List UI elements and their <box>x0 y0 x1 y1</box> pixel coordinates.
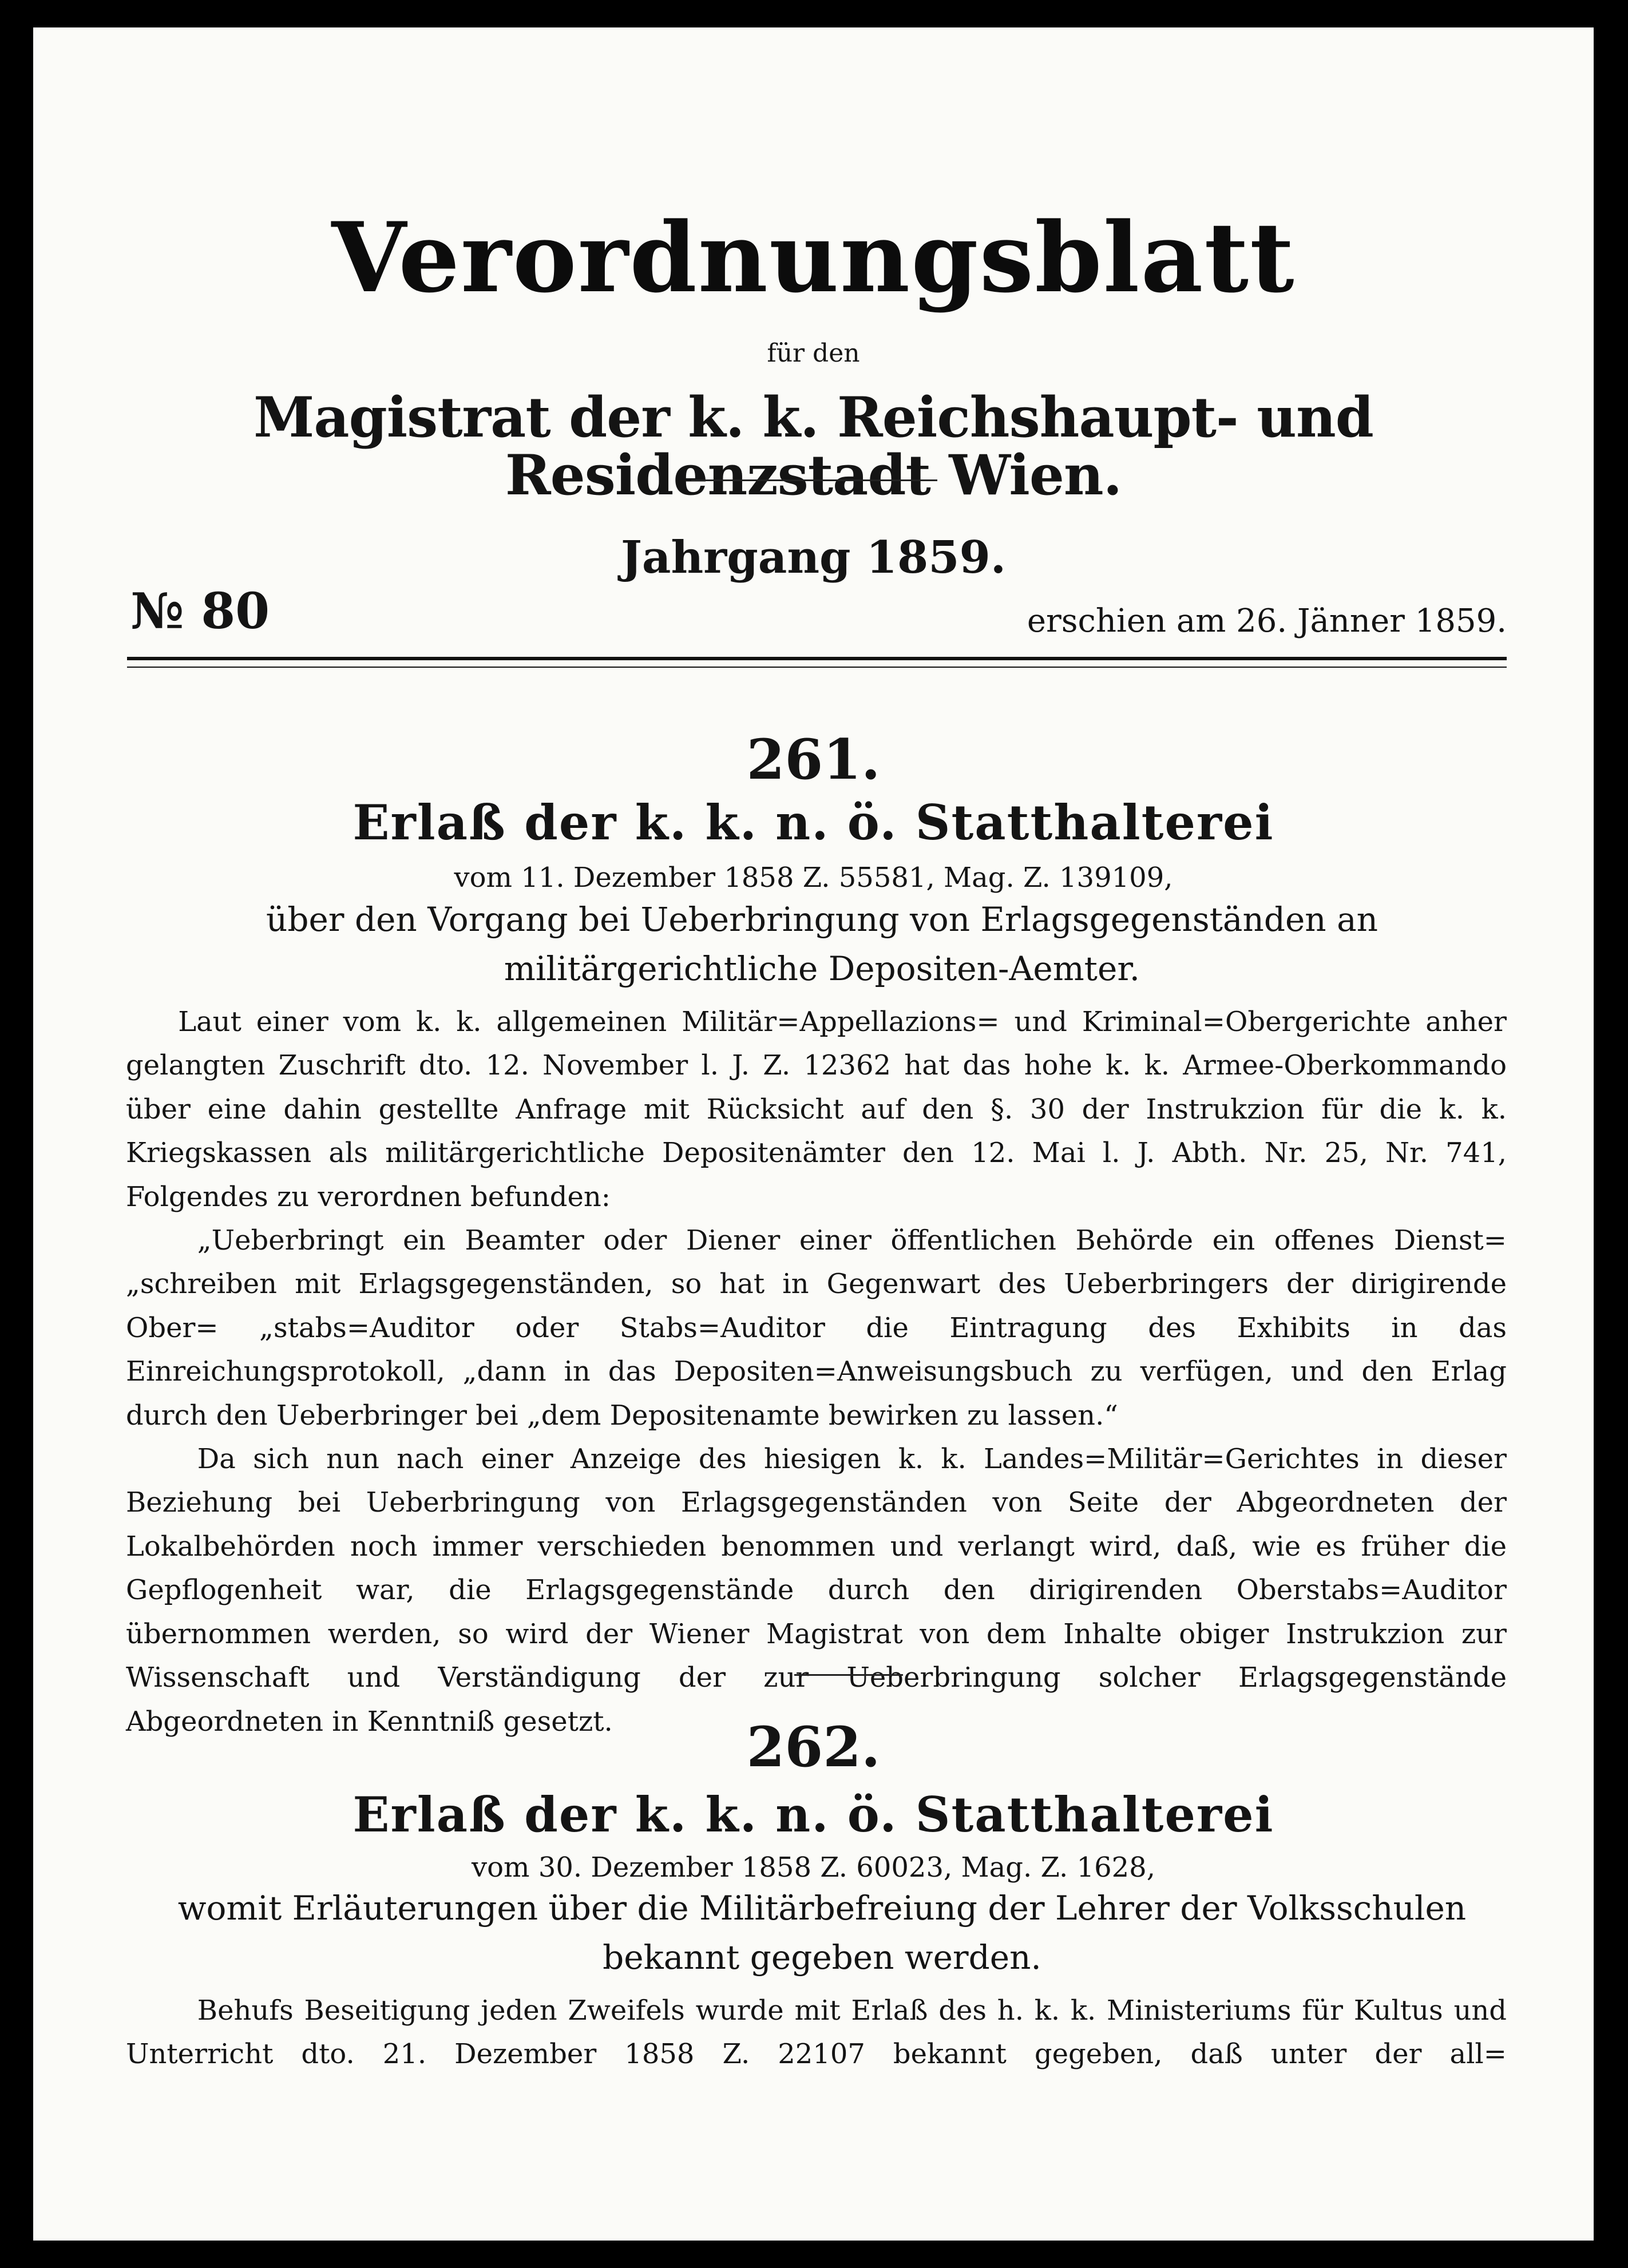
section-262-body <box>126 1989 1507 2076</box>
section-261-body <box>126 1000 1507 1743</box>
section-divider <box>794 1674 903 1676</box>
section-261-reference: vom 11. Dezember 1858 Z. 55581, Mag. Z. 139109, <box>454 862 1173 894</box>
section-261-paragraph: Laut einer vom k. k. allgemeinen Militär=Appellazions= und Kriminal=Obergerichte anher gelangten Zuschrift dto. 12. November l. J. Z. 12362 hat das hohe k. k. Armee-Oberkommando über eine dahin gestellte Anfrage mit Rücksicht auf den §. 30 der Instrukzion für die k. k. Kriegskassen als militärgerichtliche Depositenämter den 12. Mai l. J. Abth. Nr. 25, Nr. 741, Folgendes zu verordnen befunden: <box>126 1006 1507 1213</box>
masthead-year: Jahrgang 1859. <box>621 532 1006 584</box>
section-261-paragraph: Da sich nun nach einer Anzeige des hiesigen k. k. Landes=Militär=Gerichtes in dieser Beziehung bei Ueberbringung von Erlagsgegenständen von Seite der Abgeordneten der Lokalbehörden noch immer verschieden benommen und verlangt wird, daß, wie es früher die Gepflogenheit war, die Erlagsgegenstände durch den dirigirenden Oberstabs=Auditor übernommen werden, so wird der Wiener Magistrat von dem Inhalte obiger Instrukzion zur Wissenschaft und Verständigung der zur Ueberbringung solcher Erlagsgegenstände Abgeordneten in Kenntniß gesetzt. <box>126 1443 1507 1738</box>
masthead-fuer: für den <box>767 339 860 368</box>
masthead-title: Verordnungsblatt <box>331 201 1296 314</box>
section-262-heading: Erlaß der k. k. n. ö. Statthalterei <box>352 1786 1274 1843</box>
section-262-paragraph: Behufs Beseitigung jeden Zweifels wurde mit Erlaß des h. k. k. Ministeriums für Kultus und Unterricht dto. 21. Dezember 1858 Z. 22107 bekannt gegeben, daß unter der all= <box>126 1995 1507 2071</box>
issue-date: erschien am 26. Jänner 1859. <box>1027 602 1507 640</box>
issue-number: № 80 <box>130 582 270 640</box>
masthead-rule <box>691 479 937 481</box>
masthead-subtitle: Magistrat der k. k. Reichshaupt- und Residenzstadt Wien. <box>253 385 1373 507</box>
header-double-rule <box>127 657 1507 668</box>
section-261-heading: Erlaß der k. k. n. ö. Statthalterei <box>352 794 1274 851</box>
section-262-number: 262. <box>746 1715 881 1779</box>
section-261-quotation: „Ueberbringt ein Beamter oder Diener einer öffentlichen Behörde ein offenes Dienst= „schreiben mit Erlagsgegenständen, so hat in Gegenwart des Ueberbringers der dirigirende Ober= „stabs=Auditor oder Stabs=Auditor die Eintragung des Exhibits in das Einreichungsprotokoll, „dann in das Depositen=Anweisungsbuch zu verfügen, und den Erlag durch den Ueberbringer bei „dem Depositenamte bewirken zu lassen.“ <box>126 1224 1507 1432</box>
section-261-subject: über den Vorgang bei Ueberbringung von Erlagsgegenständen an militärgerichtliche Depositen-Aemter. <box>266 900 1379 988</box>
section-262-reference: vom 30. Dezember 1858 Z. 60023, Mag. Z. 1628, <box>472 1851 1155 1884</box>
section-261-number: 261. <box>746 727 881 792</box>
section-262-subject: womit Erläuterungen über die Militärbefreiung der Lehrer der Volksschulen bekannt gegeben werden. <box>177 1889 1467 1977</box>
document-page <box>33 27 1594 2241</box>
